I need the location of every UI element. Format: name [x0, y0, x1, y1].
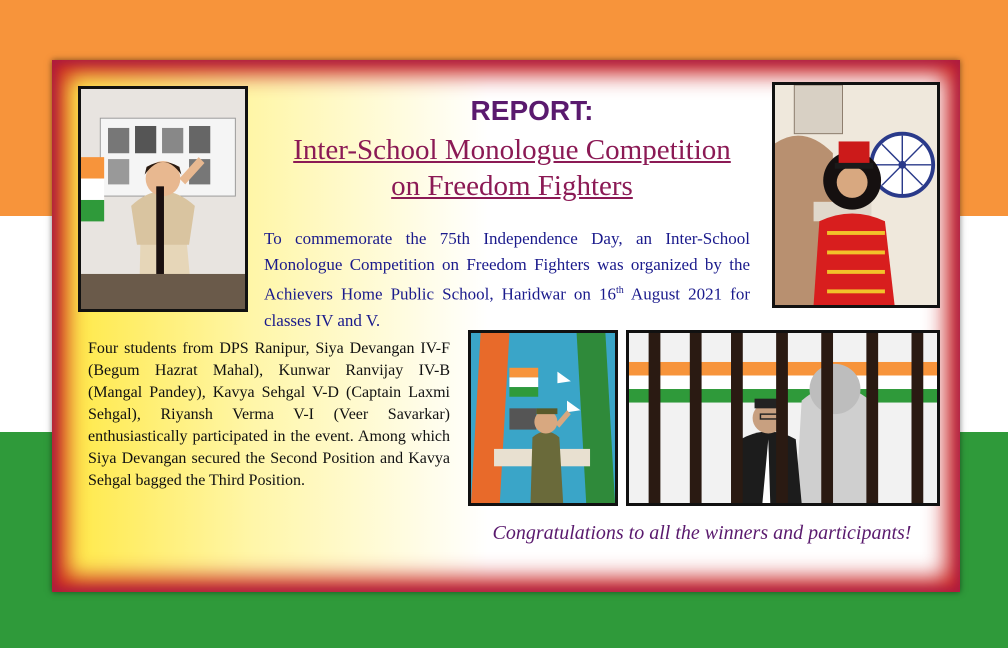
intro-date-suffix: th [616, 285, 624, 296]
intro-text-end: August 2021 for classes IV and V. [264, 284, 750, 330]
subtitle-line-1: Inter-School Monologue Competition [293, 134, 731, 166]
photo-captain-laxmi-sehgal [468, 330, 618, 506]
report-heading: REPORT: [470, 95, 594, 126]
congratulations-message: Congratulations to all the winners and participants! [492, 522, 912, 544]
photo-veer-savarkar [626, 330, 940, 506]
photo-begum-hazrat-mahal [78, 86, 248, 312]
intro-paragraph [264, 226, 750, 334]
photo-mangal-pandey [772, 82, 940, 308]
report-card [52, 60, 960, 592]
participants-paragraph: Four students from DPS Ranipur, Siya Devangan IV-F (Begum Hazrat Mahal), Kunwar Ranvijay IV-B (Mangal Pandey), Kavya Sehgal V-D (Captain Laxmi Sehgal), Riyansh Verma V-I (Veer Savarkar) enthusiastically participated in the event. Among which Siya Devangan secured the Second Position and Kavya Sehgal bagged the Third Position. [88, 340, 450, 489]
subtitle-line-2: on Freedom Fighters [391, 170, 633, 202]
report-subtitle [262, 132, 762, 204]
intro-text-start: To commemorate the 75th Independence Day, an Inter-School Monologue Competition on Freedom Fighters was organized by the Achievers Home Public School, Haridwar on 16 [264, 229, 750, 304]
